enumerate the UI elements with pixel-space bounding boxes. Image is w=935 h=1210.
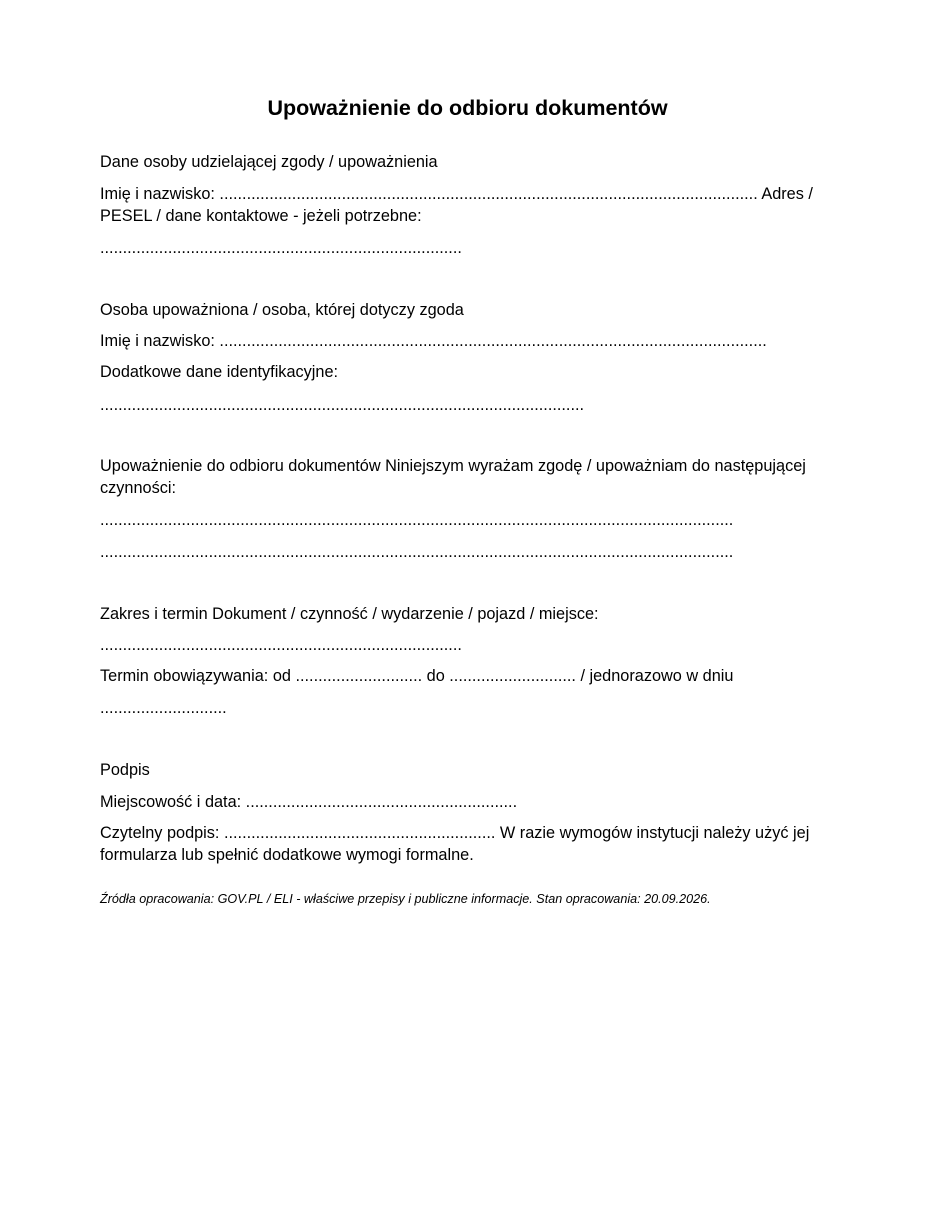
authorization-line-1: ............................................................................................................................................	[100, 511, 734, 529]
term-line: Termin obowiązywania: od ............................ do ............................ / jednorazowo w dniu	[100, 667, 734, 685]
authorization-heading: Upoważnienie do odbioru dokumentów Niniejszym wyrażam zgodę / upoważniam do następującej czynności:	[100, 457, 806, 497]
grantor-extra-line: ................................................................................	[100, 239, 462, 257]
source-note: Źródła opracowania: GOV.PL / ELI - właściwe przepisy i publiczne informacje. Stan opracowania: 20.09.2026.	[100, 892, 711, 906]
authorized-name-line: Imię i nazwisko: .........................................................................................................................	[100, 332, 767, 350]
authorization-line-2: ............................................................................................................................................	[100, 543, 734, 561]
authorized-id-label: Dodatkowe dane identyfikacyjne:	[100, 363, 339, 381]
scope-heading: Zakres i termin Dokument / czynność / wydarzenie / pojazd / miejsce:	[100, 605, 599, 623]
grantor-name-line: Imię i nazwisko: ....................................................................................................................... Adres / PESEL / dane kontaktowe - jeżeli potrzebne:	[100, 185, 813, 225]
scope-line: ................................................................................	[100, 636, 462, 654]
signature-line: Czytelny podpis: ............................................................ W razie wymogów instytucji należy użyć jej formularza lub spełnić dodatkowe wymogi formalne.	[100, 824, 810, 864]
term-date-line: ............................	[100, 699, 227, 717]
grantor-heading: Dane osoby udzielającej zgody / upoważnienia	[100, 153, 438, 171]
place-date-line: Miejscowość i data: ............................................................	[100, 793, 518, 811]
authorized-heading: Osoba upoważniona / osoba, której dotyczy zgoda	[100, 301, 464, 319]
authorized-id-line: ...........................................................................................................	[100, 396, 585, 414]
signature-heading: Podpis	[100, 761, 150, 779]
document-title: Upoważnienie do odbioru dokumentów	[267, 96, 668, 120]
